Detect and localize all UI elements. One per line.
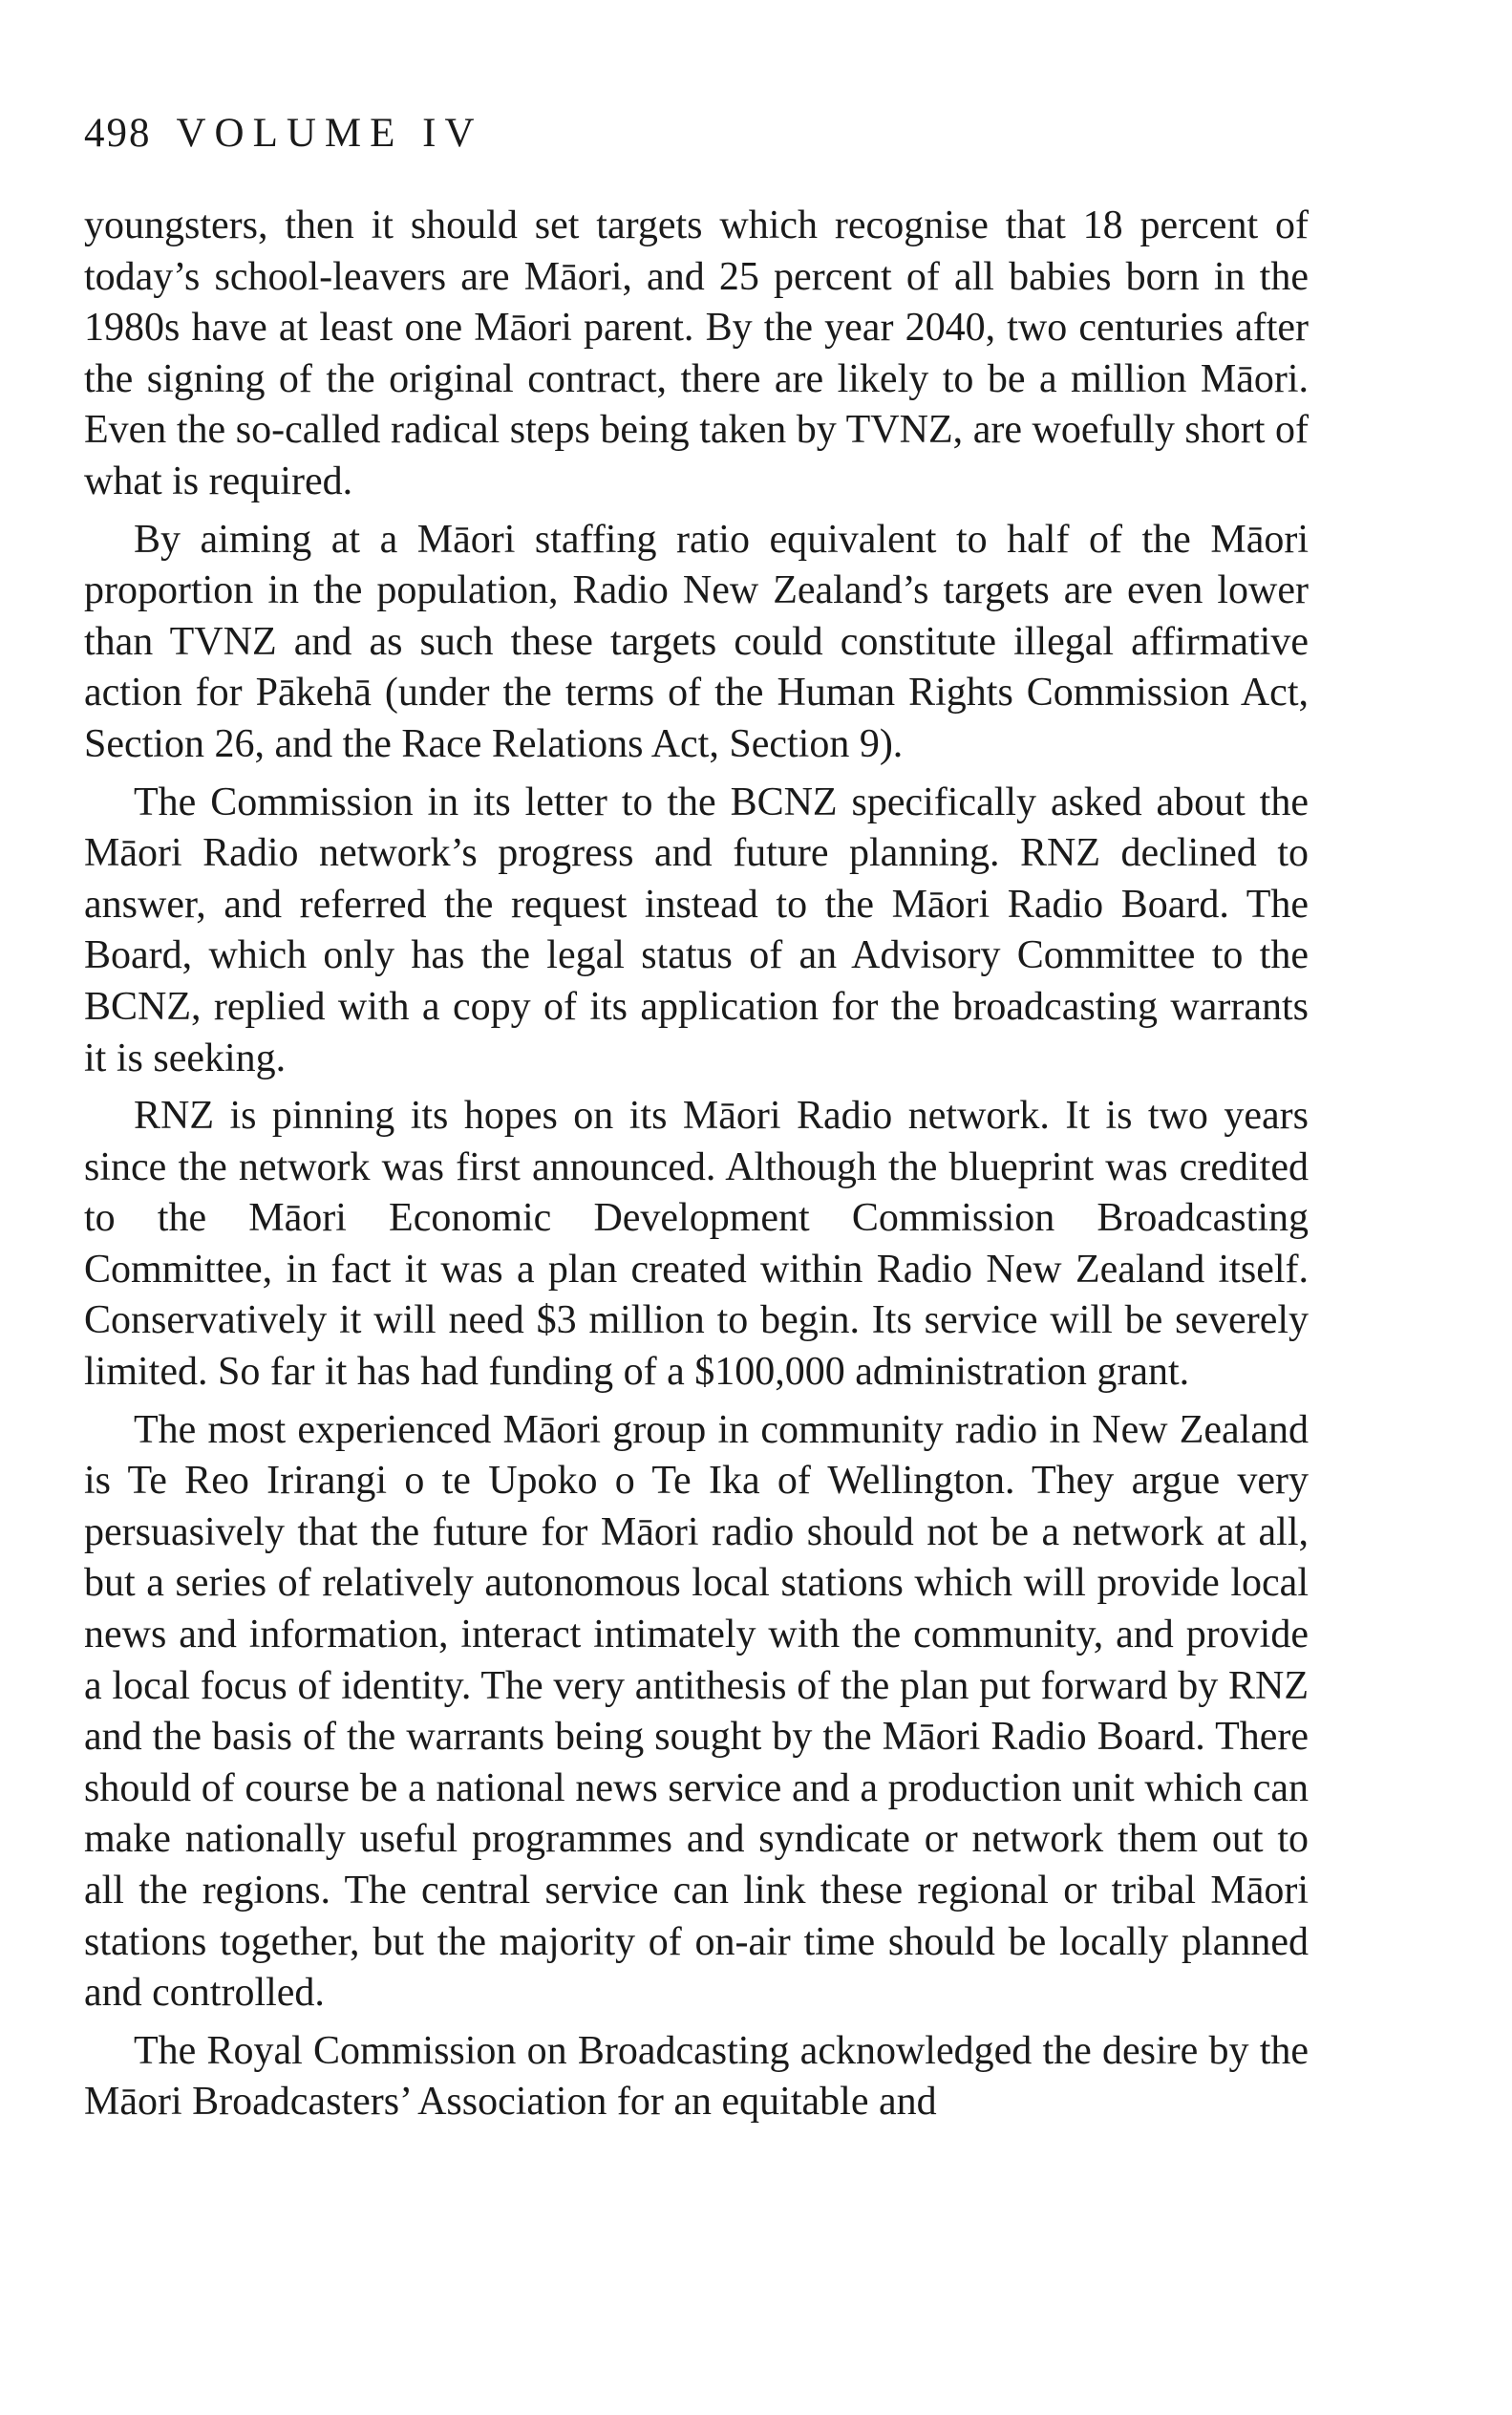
paragraph-continued: youngsters, then it should set targets which recognise that 18 percent of today’s school-leavers are Māori, and 25 percent of all babies born in the 1980s have at least one Māori parent. By the year 2040, two centuries after the signing of the original contract, there are likely to be a million Māori. Even the so-called radical steps being taken by TVNZ, are woefully short of what is required.: [84, 203, 1309, 503]
paragraph-royal-commission: The Royal Commission on Broadcasting acknowledged the desire by the Māori Broadcasters’ Association for an equitable and: [84, 2028, 1309, 2125]
volume-label: VOLUME IV: [176, 111, 483, 156]
page-number: 498: [84, 111, 152, 156]
paragraph-commission-letter: The Commission in its letter to the BCNZ specifically asked about the Māori Radio network’s progress and future planning. RNZ declined to answer, and referred the request instead to the Māori Radio Board. The Board, which only has the legal status of an Advisory Committee to the BCNZ, replied with a copy of its application for the broadcasting warrants it is seeking.: [84, 780, 1309, 1080]
running-head: [84, 113, 483, 154]
paragraph-staffing-ratio: By aiming at a Māori staffing ratio equivalent to half of the Māori proportion in the population, Radio New Zealand’s targets are even lower than TVNZ and as such these targets could constitute illegal affirmative action for Pākehā (under the terms of the Human Rights Commission Act, Section 26, and the Race Relations Act, Section 9).: [84, 517, 1309, 766]
body-text: [84, 201, 1309, 2135]
paragraph-community-radio: The most experienced Māori group in community radio in New Zealand is Te Reo Irirangi o te Upoko o Te Ika of Wellington. They argue very persuasively that the future for Māori radio should not be a network at all, but a series of relatively autonomous local stations which will provide local news and information, interact intimately with the community, and provide a local focus of identity. The very antithesis of the plan put forward by RNZ and the basis of the warrants being sought by the Māori Radio Board. There should of course be a national news service and a production unit which can make nationally useful programmes and syndicate or network them out to all the regions. The central service can link these regional or tribal Māori stations together, but the majority of on-air time should be locally planned and controlled.: [84, 1407, 1309, 2016]
paragraph-rnz-network: RNZ is pinning its hopes on its Māori Radio network. It is two years since the network was first announced. Although the blueprint was credited to the Māori Economic Development Commission Broadcasting Committee, in fact it was a plan created within Radio New Zealand itself. Conservatively it will need $3 million to begin. Its service will be severely limited. So far it has had funding of a $100,000 administration grant.: [84, 1094, 1309, 1395]
